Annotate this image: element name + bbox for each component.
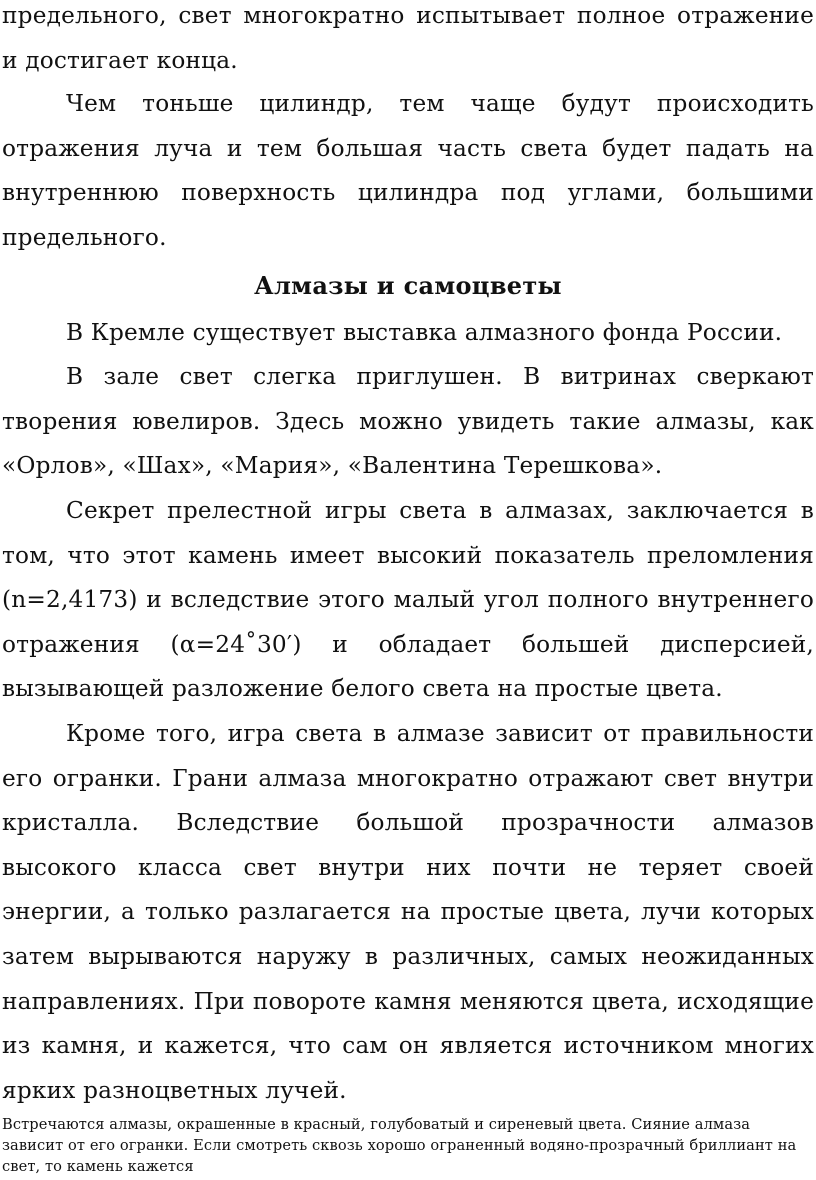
paragraph-kremlin: В Кремле существует выставка алмазного фонда России.	[66, 319, 783, 346]
paragraph-cylinder: Чем тоньше цилиндр, тем чаще будут происходить отражения луча и тем большая часть света будет падать на внутреннюю поверхность цилиндра под углами, большими предельного.	[2, 90, 814, 251]
paragraph-secret: Секрет прелестной игры света в алмазах, заключается в том, что этот камень имеет высокий показатель преломления (n=2,4173) и вследствие этого малый угол полного внутреннего отражения (α=24˚30′) и обладает большей дисперсией, вызывающей разложение белого света на простые цвета.	[2, 497, 814, 703]
paragraph-continuation: предельного, свет многократно испытывает полное отражение и достигает конца.	[2, 2, 814, 74]
paragraph-cut: Кроме того, игра света в алмазе зависит от правильности его огранки. Грани алмаза многократно отражают свет внутри кристалла. Вследствие большой прозрачности алмазов высокого класса свет внутри них почти не теряет своей энергии, а только разлагается на простые цвета, лучи которых затем вырываются наружу в различных, самых неожиданных направлениях. При повороте камня меняются цвета, исходящие из камня, и кажется, что сам он является источником многих ярких разноцветных лучей.	[2, 720, 814, 1104]
footnote-text: Встречаются алмазы, окрашенные в красный, голубоватый и сиреневый цвета. Сияние алмаза зависит от его огранки. Если смотреть сквозь хорошо ограненный водяно-прозрачный бриллиант на свет, то камень кажется	[2, 1116, 797, 1175]
paragraph-showcase: В зале свет слегка приглушен. В витринах сверкают творения ювелиров. Здесь можно увидеть такие алмазы, как «Орлов», «Шах», «Мария», «Валентина Терешкова».	[2, 363, 814, 480]
section-heading: Алмазы и самоцветы	[254, 271, 562, 300]
